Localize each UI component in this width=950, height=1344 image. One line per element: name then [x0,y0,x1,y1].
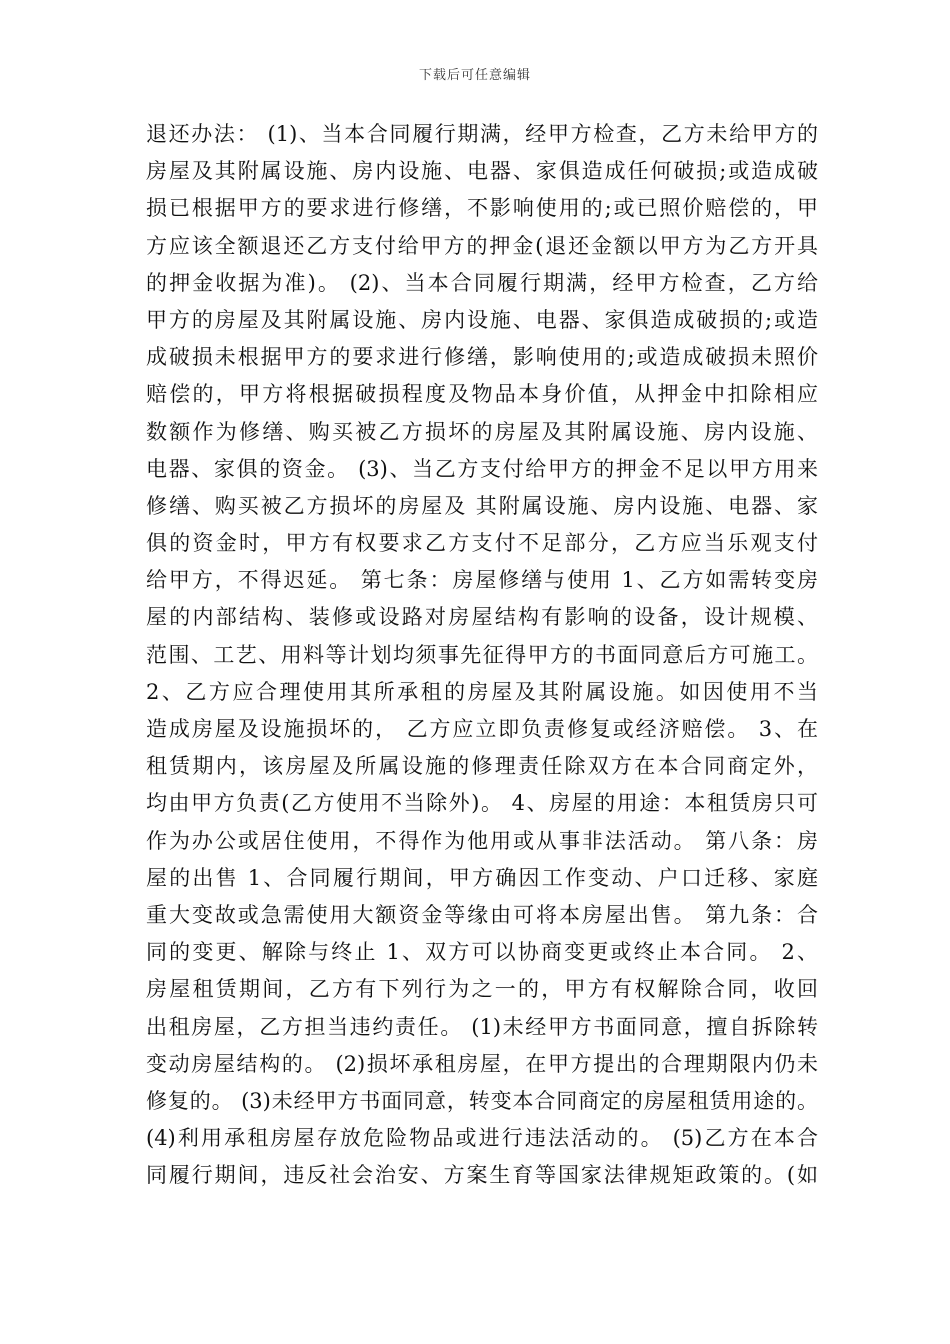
text-line: 数额作为修缮、购买被乙方损坏的房屋及其附属设施、房内设施、 [146,419,818,444]
text-line: 造成房屋及设施损坏的， 乙方应立即负责修复或经济赔偿。 3、在 [146,717,818,741]
text-line: (4)利用承租房屋存放危险物品或进行违法活动的。 (5)乙方在本合 [146,1126,818,1151]
text-line: 变动房屋结构的。 (2)损坏承租房屋，在甲方提出的合理期限内仍未 [146,1051,818,1076]
text-line: 损已根据甲方的要求进行修缮，不影响使用的;或已照价赔偿的，甲 [146,196,818,221]
text-line: 房屋租赁期间，乙方有下列行为之一的，甲方有权解除合同，收回 [146,977,818,1002]
text-line: 给甲方，不得迟延。 第七条：房屋修缮与使用 1、乙方如需转变房 [146,568,818,593]
text-line: 成破损未根据甲方的要求进行修缮，影响使用的;或造成破损未照价 [146,345,818,370]
text-line: 屋的内部结构、装修或设路对房屋结构有影响的设备，设计规模、 [146,605,818,630]
text-line: 甲方的房屋及其附属设施、房内设施、电器、家俱造成破损的;或造 [146,307,818,332]
text-line: 方应该全额退还乙方支付给甲方的押金(退还金额以甲方为乙方开具 [146,233,818,258]
text-line: 同履行期间，违反社会治安、方案生育等国家法律规矩政策的。(如 [146,1163,818,1188]
text-line: 电器、家俱的资金。 (3)、当乙方支付给甲方的押金不足以甲方用来 [146,456,818,481]
text-line: 范围、工艺、用料等计划均须事先征得甲方的书面同意后方可施工。 [146,642,818,667]
text-line: 的押金收据为准)。 (2)、当本合同履行期满，经甲方检查，乙方给 [146,270,818,295]
text-line: 2、乙方应合理使用其所承租的房屋及其附属设施。如因使用不当 [146,679,818,704]
text-line: 屋的出售 1、合同履行期间，甲方确因工作变动、户口迁移、家庭 [146,865,818,890]
text-line: 均由甲方负责(乙方使用不当除外)。 4、房屋的用途：本租赁房只可 [146,791,818,816]
text-line: 退还办法： (1)、当本合同履行期满，经甲方检查，乙方未给甲方的 [146,122,818,146]
text-line: 房屋及其附属设施、房内设施、电器、家俱造成任何破损;或造成破 [146,159,818,184]
text-line: 重大变故或急需使用大额资金等缘由可将本房屋出售。 第九条：合 [146,902,818,927]
page-header: 下载后可任意编辑 [418,68,531,83]
document-body [146,116,818,1194]
text-line: 修缮、购买被乙方损坏的房屋及 其附属设施、房内设施、电器、家 [146,493,818,518]
text-line: 俱的资金时，甲方有权要求乙方支付不足部分，乙方应当乐观支付 [146,531,818,556]
text-line: 同的变更、解除与终止 1、双方可以协商变更或终止本合同。 2、 [146,940,818,965]
text-line: 租赁期内，该房屋及所属设施的修理责任除双方在本合同商定外， [146,754,818,779]
text-line: 修复的。 (3)未经甲方书面同意，转变本合同商定的房屋租赁用途的。 [146,1088,818,1113]
text-line: 出租房屋，乙方担当违约责任。 (1)未经甲方书面同意，擅自拆除转 [146,1014,818,1039]
text-line: 赔偿的，甲方将根据破损程度及物品本身价值，从押金中扣除相应 [146,382,818,407]
text-line: 作为办公或居住使用，不得作为他用或从事非法活动。 第八条：房 [146,828,818,853]
